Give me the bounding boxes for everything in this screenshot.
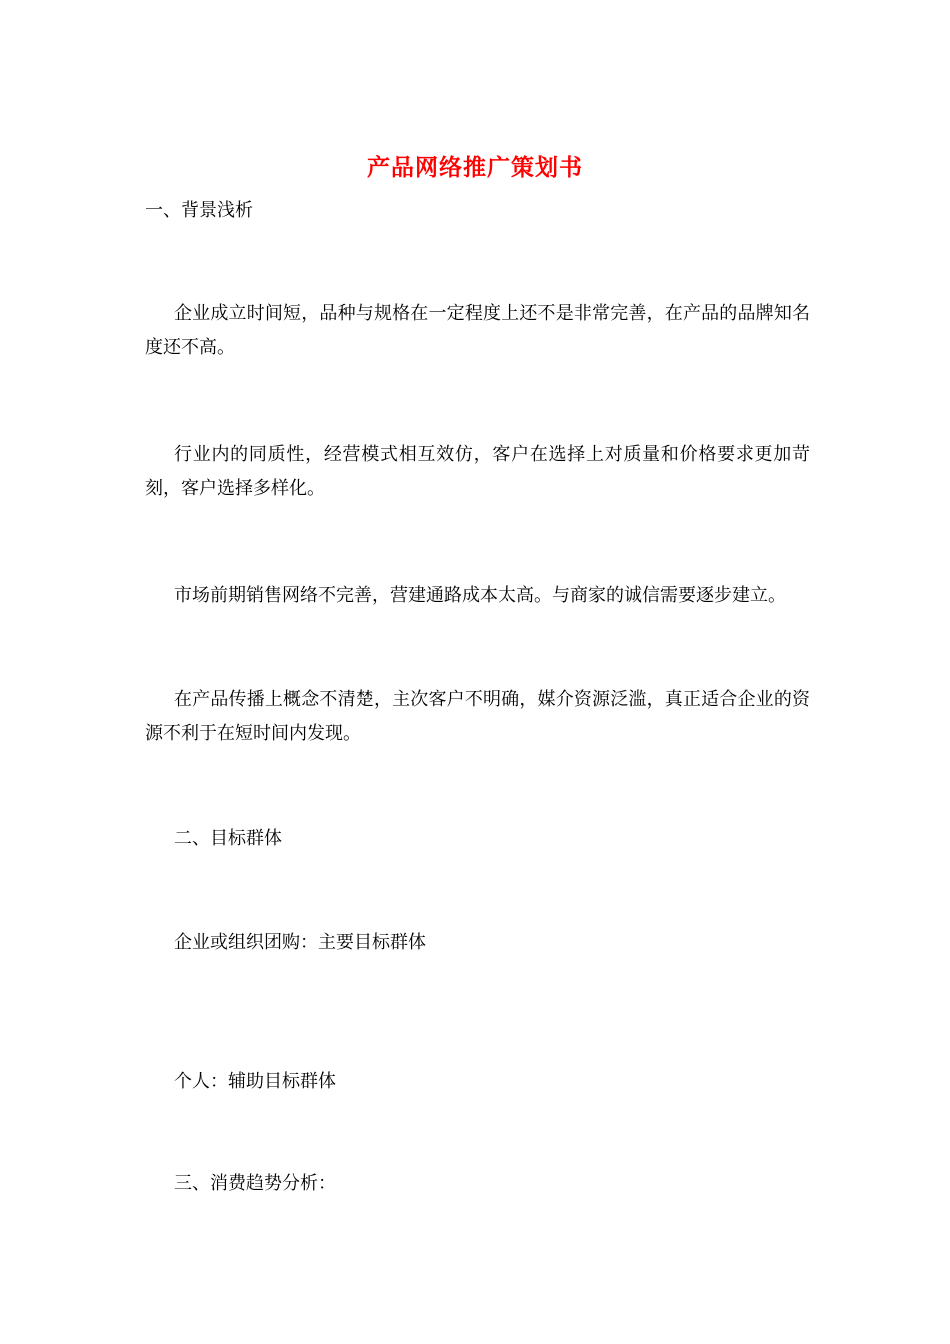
paragraph-brand-awareness: 企业成立时间短，品种与规格在一定程度上还不是非常完善，在产品的品牌知名度还不高。	[145, 303, 810, 358]
target-group-primary: 企业或组织团购：主要目标群体	[174, 932, 426, 953]
section-heading-target-group: 二、目标群体	[174, 828, 282, 849]
section-heading-consumption-trend: 三、消费趋势分析：	[174, 1173, 336, 1194]
paragraph-sales-network: 市场前期销售网络不完善，营建通路成本太高。与商家的诚信需要逐步建立。	[174, 585, 786, 606]
target-group-secondary: 个人：辅助目标群体	[174, 1071, 336, 1092]
paragraph-communication: 在产品传播上概念不清楚，主次客户不明确，媒介资源泛滥，真正适合企业的资源不利于在短时间内发现。	[145, 689, 810, 744]
section-heading-background: 一、背景浅析	[145, 200, 253, 221]
document-title: 产品网络推广策划书	[367, 154, 583, 181]
paragraph-industry-homogeneity: 行业内的同质性，经营模式相互效仿，客户在选择上对质量和价格要求更加苛刻，客户选择多样化。	[145, 444, 810, 499]
